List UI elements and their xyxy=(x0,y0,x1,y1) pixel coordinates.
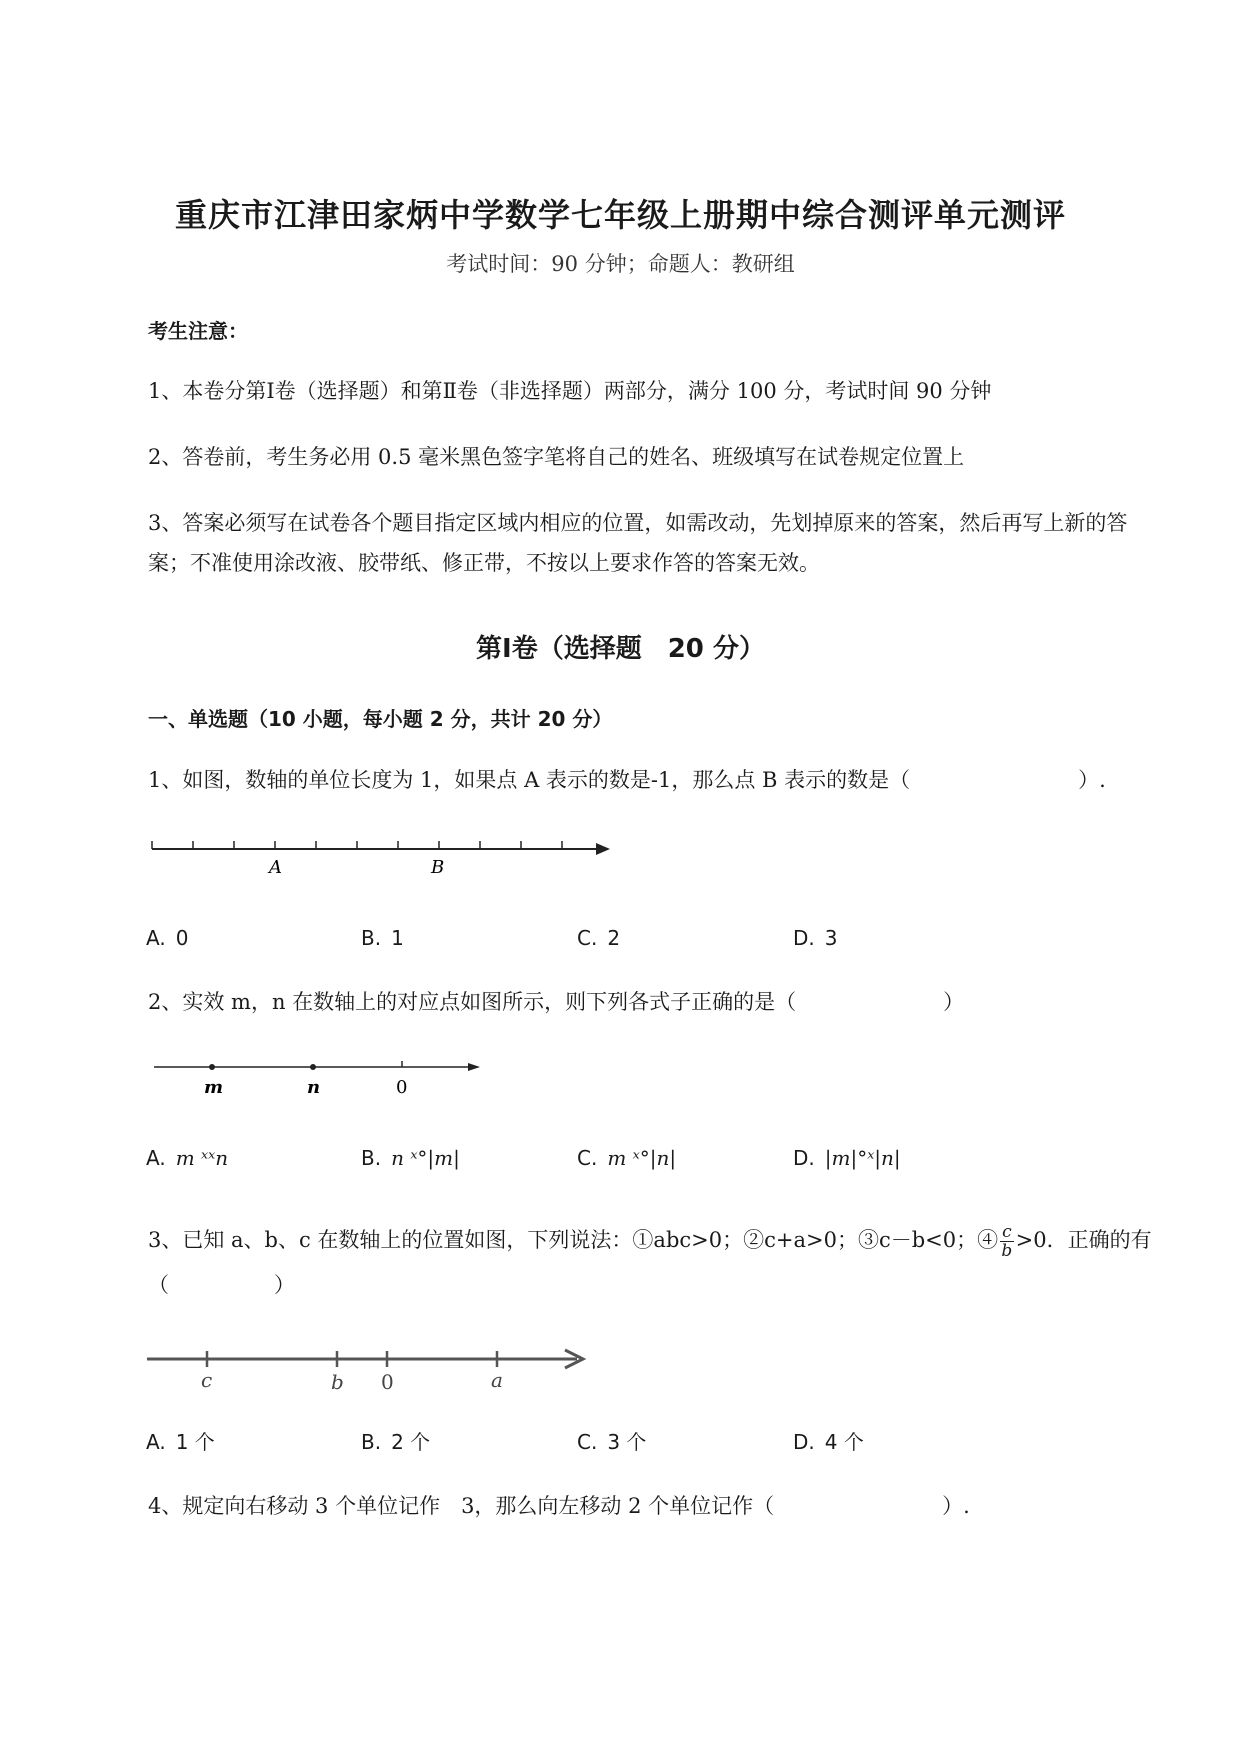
point-n-label: n xyxy=(307,1077,321,1098)
part-heading: 一、单选题（10 小题，每小题 2 分，共计 20 分） xyxy=(148,707,613,731)
question-1-stem: 1、如图，数轴的单位长度为 1，如果点 A 表示的数是-1，那么点 B 表示的数是（ ）. xyxy=(148,768,1106,792)
q1-option-c[interactable]: C. 2 xyxy=(577,926,621,950)
origin-label: 0 xyxy=(381,1370,394,1394)
exam-info: 考试时间：90 分钟；命题人：教研组 xyxy=(446,252,795,276)
point-a-label: A xyxy=(269,857,282,878)
question-4-stem: 4、规定向右移动 3 个单位记作 3，那么向左移动 2 个单位记作（ ）. xyxy=(148,1494,970,1518)
page-title: 重庆市江津田家炳中学数学七年级上册期中综合测评单元测评 xyxy=(174,196,1066,234)
question-3-answer-blank: （ ） xyxy=(148,1273,295,1297)
question-2-stem: 2、实效 m，n 在数轴上的对应点如图所示，则下列各式子正确的是（ ） xyxy=(148,990,965,1014)
q1-option-b[interactable]: B. 1 xyxy=(361,926,404,950)
point-a-label: a xyxy=(491,1368,503,1392)
q2-option-a[interactable]: A. m ˣˣn xyxy=(146,1146,229,1170)
q3-option-c[interactable]: C. 3 个 xyxy=(577,1430,647,1454)
point-c-label: c xyxy=(201,1368,213,1392)
q3-option-d[interactable]: D. 4 个 xyxy=(793,1430,864,1454)
point-m-label: m xyxy=(204,1077,224,1098)
notice-item-3: 3、答案必须写在试卷各个题目指定区域内相应的位置，如需改动，先划掉原来的答案，然后再写上新的答案；不准使用涂改液、胶带纸、修正带，不按以上要求作答的答案无效。 xyxy=(148,511,1128,575)
question-1-number-line xyxy=(148,835,618,895)
origin-label: 0 xyxy=(396,1077,408,1098)
q3-option-b[interactable]: B. 2 个 xyxy=(361,1430,431,1454)
section-title: 第Ⅰ卷（选择题 20 分） xyxy=(476,634,765,664)
question-2-number-line xyxy=(150,1055,490,1105)
q3-option-a[interactable]: A. 1 个 xyxy=(146,1430,215,1454)
q2-option-c[interactable]: C. m ˣ°|n| xyxy=(577,1146,677,1170)
notice-item-2: 2、答卷前，考生务必用 0.5 毫米黑色签字笔将自己的姓名、班级填写在试卷规定位置上 xyxy=(148,445,965,469)
q1-option-d[interactable]: D. 3 xyxy=(793,926,838,950)
point-b-label: B xyxy=(431,857,445,878)
question-3-number-line xyxy=(145,1345,595,1400)
notice-item-1: 1、本卷分第Ⅰ卷（选择题）和第Ⅱ卷（非选择题）两部分，满分 100 分，考试时间 90 分钟 xyxy=(148,379,992,403)
fraction-c-over-b: $\frac{c}{b}$ xyxy=(1001,1222,1013,1261)
notice-heading: 考生注意： xyxy=(148,319,248,343)
q2-option-d[interactable]: D. |m|°ˣ|n| xyxy=(793,1146,901,1170)
q1-option-a[interactable]: A. 0 xyxy=(146,926,189,950)
q2-option-b[interactable]: B. n ˣ°|m| xyxy=(361,1146,460,1170)
question-3-stem: 3、已知 a、b、c 在数轴上的位置如图，下列说法：①abc>0；②c+a>0；③c－b<0；④ $\frac{c}{b}$ >0．正确的有 xyxy=(148,1222,1152,1261)
point-b-label: b xyxy=(331,1370,344,1394)
